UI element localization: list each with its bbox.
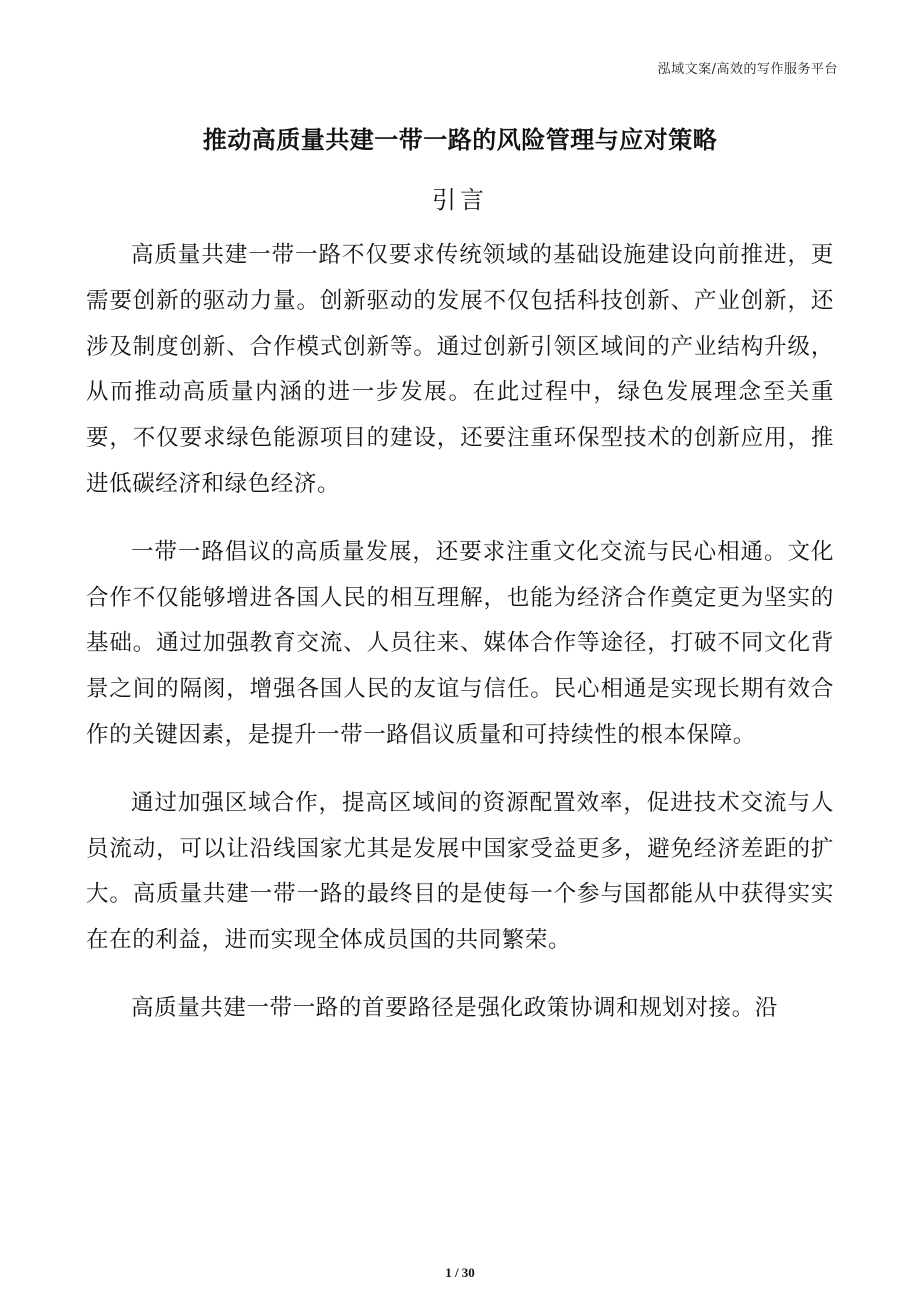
body-text — [86, 233, 834, 1032]
document-title: 推动高质量共建一带一路的风险管理与应对策略 — [202, 126, 718, 154]
page-header: 泓域文案/高效的写作服务平台 — [657, 62, 838, 77]
section-heading: 引言 — [432, 186, 488, 214]
paragraph-3: 通过加强区域合作，提高区域间的资源配置效率，促进技术交流与人员流动，可以让沿线国家尤其是发展中国家受益更多，避免经济差距的扩大。高质量共建一带一路的最终目的是使每一个参与国都能从中获得实实在在的利益，进而实现全体成员国的共同繁荣。 — [86, 789, 834, 954]
paragraph-1: 高质量共建一带一路不仅要求传统领域的基础设施建设向前推进，更需要创新的驱动力量。创新驱动的发展不仅包括科技创新、产业创新，还涉及制度创新、合作模式创新等。通过创新引领区域间的产业结构升级，从而推动高质量内涵的进一步发展。在此过程中，绿色发展理念至关重要，不仅要求绿色能源项目的建设，还要注重环保型技术的创新应用，推进低碳经济和绿色经济。 — [86, 242, 834, 497]
paragraph-4: 高质量共建一带一路的首要路径是强化政策协调和规划对接。沿 — [131, 994, 778, 1021]
paragraph-2: 一带一路倡议的高质量发展，还要求注重文化交流与民心相通。文化合作不仅能够增进各国人民的相互理解，也能为经济合作奠定更为坚实的基础。通过加强教育交流、人员往来、媒体合作等途径，打破不同文化背景之间的隔阂，增强各国人民的友谊与信任。民心相通是实现长期有效合作的关键因素，是提升一带一路倡议质量和可持续性的根本保障。 — [86, 538, 834, 748]
page-number: 1 / 30 — [445, 1265, 475, 1280]
